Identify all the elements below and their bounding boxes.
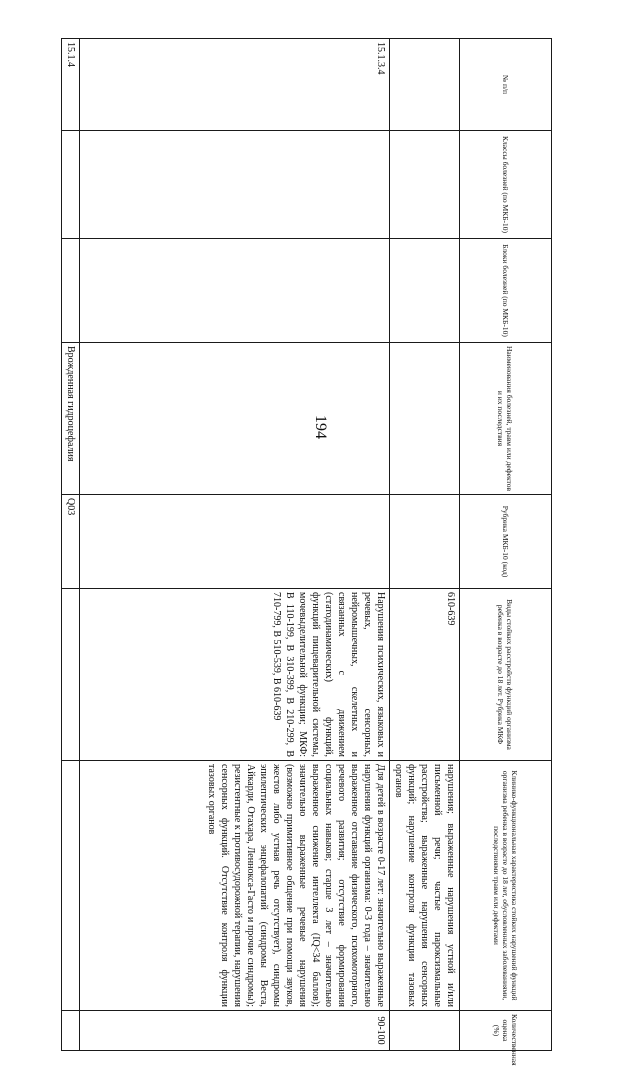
cell-num: [390, 39, 460, 131]
cell-characteristics: Для детей в возрасте 0-17 лет: значительно выраженные нарушения функций организма: 0-3 года – значительно выраженное отставание физического, психомоторного, речевого развития; отсутствие формирования социальных навыков; старше 3 лет – значительно выраженное снижение интеллекта (IQ<34 баллов); значительно выраженные речевые нарушения (возможно примитивное общение при помощи звуков, жестов либо устная речь отсутствует), синдромы эпилептических энцефалопатий (синдромы Веста, Айкарди, Отахара, Леннокса-Гасто и прочие синдромы); резистентные к противосудорожной терапии, нарушения сенсорных функций. Отсутствие контроля функции тазовых органов: [80, 761, 390, 1011]
cell-block: [390, 239, 460, 343]
header-block: Блоки болезней (по МКБ-10): [460, 239, 552, 343]
header-code: Рубрика МКБ-10 (код): [460, 495, 552, 589]
disability-criteria-table: [61, 38, 552, 1066]
cell-score: [62, 1011, 80, 1051]
header-class: Классы болезней (по МКБ-10): [460, 131, 552, 239]
document-sheet: [65, 38, 552, 1066]
cell-num: 15.1.4: [62, 39, 80, 131]
page-number-text: 194: [312, 415, 329, 439]
cell-dysfunction: Нарушения психических, языковых и речевых, сенсорных, нейромышечных, скелетных и связанных с движением (статодинамических) функций, функций пищеварительной системы, мочевыделительной функции; МКФ: В 110-199, В 310-399, В 210-299, В 710-799, В 510-539, В 610-639: [80, 589, 390, 761]
cell-score: [390, 1011, 460, 1051]
table-header-row: [460, 39, 552, 1051]
cell-class: [80, 131, 390, 239]
cell-characteristics: нарушения; выраженные нарушения устной и/или письменной речи; частые пароксизмальные расстройства; выраженные нарушения сенсорных функций; нарушение контроля функции тазовых органов: [390, 761, 460, 1011]
cell-dysfunction: [62, 589, 80, 761]
cell-code: [390, 495, 460, 589]
cell-name: [80, 343, 390, 495]
table-row: [390, 39, 460, 1051]
cell-name: [390, 343, 460, 495]
header-score: Количественная оценка (%): [460, 1011, 552, 1051]
cell-score: 90-100: [80, 1011, 390, 1051]
header-name: Наименования болезней, травм или дефектов и их последствия: [460, 343, 552, 495]
cell-dysfunction: 610-639: [390, 589, 460, 761]
cell-block: [80, 239, 390, 343]
header-dysfunction: Виды стойких расстройств функций организма ребенка в возрасте до 18 лет. Рубрика МКФ: [460, 589, 552, 761]
cell-characteristics: [62, 761, 80, 1011]
cell-code: Q03: [62, 495, 80, 589]
table-row: [62, 39, 80, 1051]
cell-name: Врожденная гидроцефалия: [62, 343, 80, 495]
cell-class: [390, 131, 460, 239]
cell-num: 15.1.3.4: [80, 39, 390, 131]
cell-class: [62, 131, 80, 239]
header-characteristics: Клинико-функциональная характеристика стойких нарушений функций организма ребенка в возрасте до 18 лет, обусловленных заболеваниями, последствиями травм или дефектами: [460, 761, 552, 1011]
cell-block: [62, 239, 80, 343]
header-num: № п/п: [460, 39, 552, 131]
cell-code: [80, 495, 390, 589]
table-row: [80, 39, 390, 1051]
